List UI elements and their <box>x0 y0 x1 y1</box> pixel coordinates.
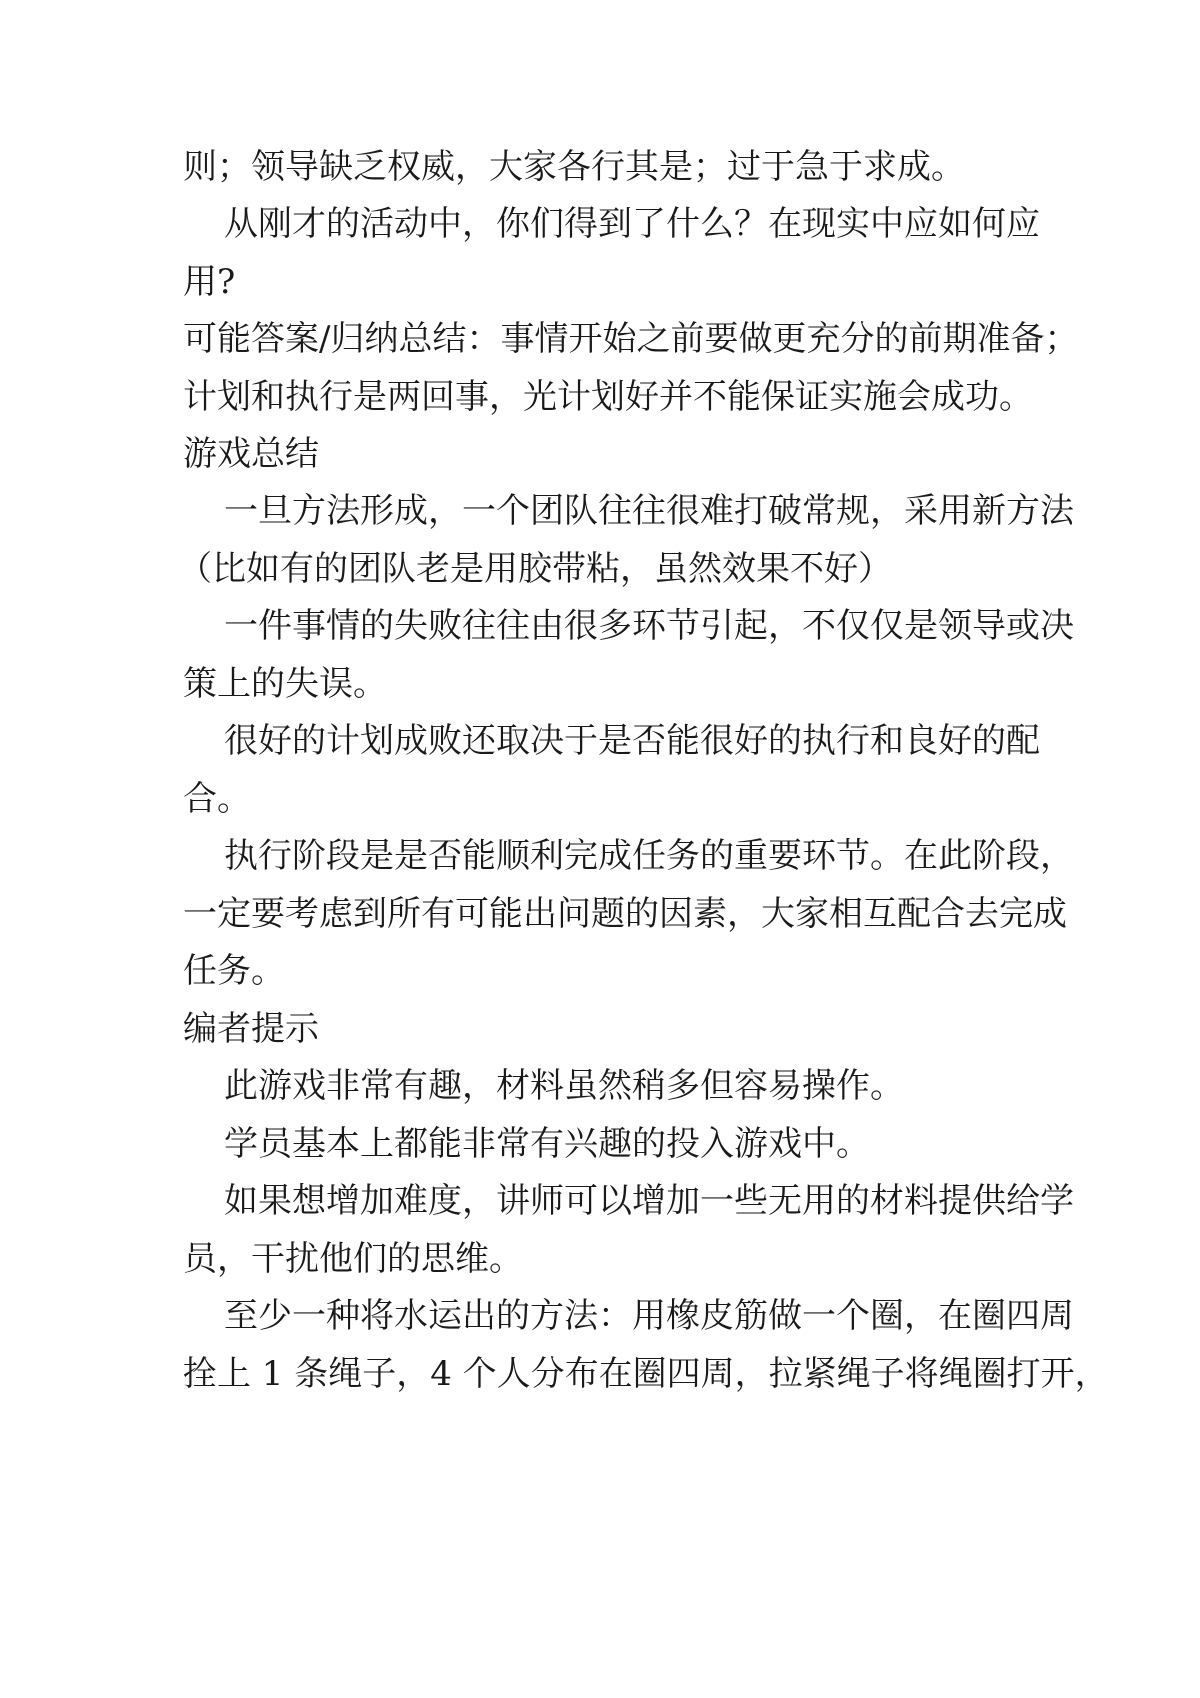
text-line: 从刚才的活动中，你们得到了什么？在现实中应如何应 <box>224 204 1040 244</box>
text-line: 策上的失误。 <box>183 664 387 704</box>
text-line: 一旦方法形成，一个团队往往很难打破常规，采用新方法 <box>224 491 1074 531</box>
section-heading: 编者提示 <box>183 1009 319 1049</box>
text-line: 此游戏非常有趣，材料虽然稍多但容易操作。 <box>224 1066 904 1106</box>
text-line: 计划和执行是两回事，光计划好并不能保证实施会成功。 <box>183 377 1033 417</box>
text-line: 合。 <box>183 779 251 819</box>
text-line: （比如有的团队老是用胶带粘，虽然效果不好） <box>178 549 892 589</box>
text-line: 则；领导缺乏权威，大家各行其是；过于急于求成。 <box>183 147 965 187</box>
text-line: 任务。 <box>183 951 285 991</box>
text-line: 一件事情的失败往往由很多环节引起，不仅仅是领导或决 <box>224 606 1074 646</box>
section-heading: 游戏总结 <box>183 434 319 474</box>
text-line: 员，干扰他们的思维。 <box>183 1239 523 1279</box>
text-line: 拴上 1 条绳子，4 个人分布在圈四周，拉紧绳子将绳圈打开， <box>183 1354 1109 1394</box>
text-line: 执行阶段是是否能顺利完成任务的重要环节。在此阶段， <box>224 836 1074 876</box>
text-line: 至少一种将水运出的方法：用橡皮筋做一个圈，在圈四周 <box>224 1296 1074 1336</box>
text-line: 如果想增加难度，讲师可以增加一些无用的材料提供给学 <box>224 1181 1074 1221</box>
text-line: 学员基本上都能非常有兴趣的投入游戏中。 <box>224 1124 870 1164</box>
text-line: 可能答案/归纳总结：事情开始之前要做更充分的前期准备； <box>183 319 1079 359</box>
text-line: 很好的计划成败还取决于是否能很好的执行和良好的配 <box>224 721 1040 761</box>
text-line: 一定要考虑到所有可能出问题的因素，大家相互配合去完成 <box>183 894 1067 934</box>
text-line: 用? <box>183 262 236 302</box>
